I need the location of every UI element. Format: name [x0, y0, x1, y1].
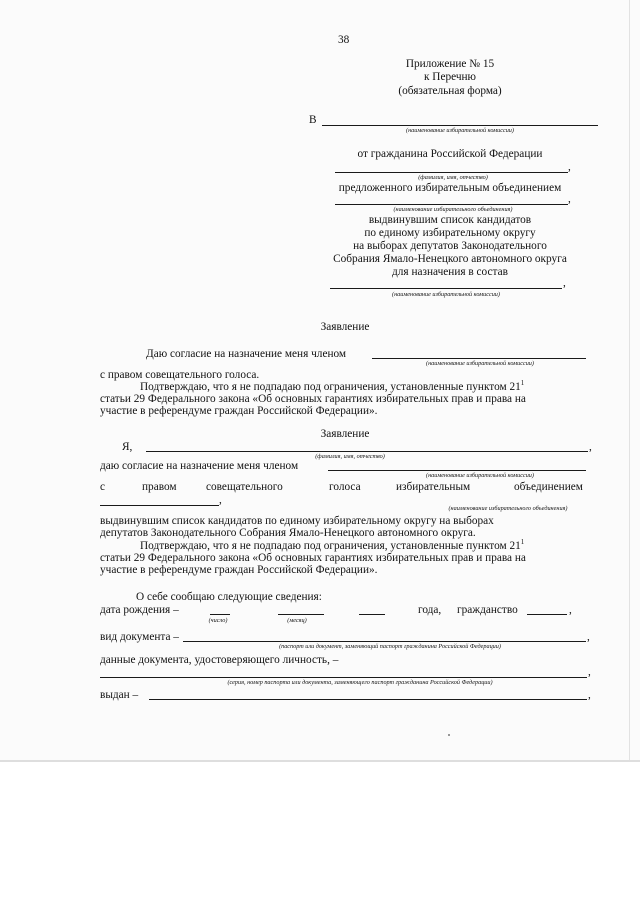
statement-2-word: совещательного [206, 481, 283, 493]
statement-1-commission-hint: (наименование избирательной комиссии) [426, 360, 534, 367]
statement-2-word: с [100, 481, 106, 493]
statement-2-confirm: Подтверждаю, что я не подпадаю под ограничения, установленные пунктом $21^1$ [140, 538, 525, 552]
about-intro: О себе сообщаю следующие сведения: [136, 591, 322, 603]
appendix-list-ref: к Перечню [423, 71, 477, 83]
year-label: года, [418, 604, 442, 616]
association-name-hint: (наименование избирательного объединения) [393, 206, 513, 213]
document-type-label: вид документа – [100, 631, 179, 643]
from-citizen-text: от гражданина Российской Федерации [357, 148, 543, 160]
statement-2-i: Я, [122, 441, 133, 453]
statement-2-title: Заявление [320, 428, 370, 440]
comma: , [589, 441, 592, 453]
statement-2-word: правом [142, 481, 177, 493]
statement-2-word: избирательным [396, 481, 471, 493]
document-data-hint: (серия, номер паспорта или документа, заменяющего паспорт гражданина Российской Федерации) [227, 679, 493, 686]
comma: , [568, 193, 571, 205]
statement-1-confirm-cont: участие в референдуме граждан Российской Федерации». [100, 405, 378, 417]
document-data-field[interactable] [100, 677, 587, 678]
month-hint: (месяц) [287, 617, 307, 624]
statement-2-name-line[interactable] [146, 451, 588, 452]
comma: , [568, 161, 571, 173]
association-name-line[interactable] [335, 204, 568, 205]
birth-day-field[interactable] [210, 614, 230, 615]
day-hint: (число) [208, 617, 228, 624]
statement-1-consent: Даю согласие на назначение меня членом [146, 348, 347, 360]
nominated-list-text: для назначения в состав [392, 266, 508, 278]
nominated-list-text: выдвинувшим список кандидатов [368, 214, 532, 226]
citizenship-field[interactable] [527, 614, 567, 615]
statement-2-nominated: депутатов Законодательного Собрания Ямало-Ненецкого автономного округа. [100, 527, 476, 539]
statement-2-word: объединением [514, 481, 583, 493]
page-edge-bottom [0, 760, 640, 762]
nominated-list-text: на выборах депутатов Законодательного [353, 240, 547, 252]
target-commission-hint: (наименование избирательной комиссии) [392, 291, 500, 298]
statement-2-name-hint: (фамилия, имя, отчество) [315, 453, 385, 460]
citizenship-label: гражданство [457, 604, 518, 616]
proposed-by-text: предложенного избирательным объединением [338, 182, 562, 194]
statement-2-word: голоса [329, 481, 361, 493]
statement-2-confirm-cont: участие в референдуме граждан Российской Федерации». [100, 564, 378, 576]
document-type-field[interactable] [183, 641, 586, 642]
issued-by-label: выдан – [100, 689, 139, 701]
statement-2-consent: даю согласие на назначение меня членом [100, 460, 299, 472]
statement-1-advisory: с правом совещательного голоса. [100, 369, 260, 381]
target-commission-line[interactable] [330, 288, 562, 289]
statement-1-confirm: Подтверждаю, что я не подпадаю под ограничения, установленные пунктом $21^1$ [140, 379, 525, 393]
comma: , [588, 689, 591, 701]
full-name-hint: (фамилия, имя, отчество) [418, 174, 488, 181]
issued-by-field[interactable] [149, 699, 587, 700]
scan-speck [448, 734, 450, 736]
appendix-form-type: (обязательная форма) [398, 85, 502, 97]
statement-1-confirm-cont: статьи 29 Федерального закона «Об основных гарантиях избирательных прав и права на [100, 393, 526, 405]
statement-2-commission-hint: (наименование избирательной комиссии) [426, 472, 534, 479]
statement-2-confirm-cont: статьи 29 Федерального закона «Об основных гарантиях избирательных прав и права на [100, 552, 526, 564]
statement-1-commission-line[interactable] [372, 358, 586, 359]
nominated-list-text: по единому избирательному округу [364, 227, 536, 239]
page-number: 38 [338, 34, 350, 46]
document-type-hint: (паспорт или документ, заменяющий паспорт гражданина Российской Федерации) [279, 643, 501, 650]
comma: , [219, 494, 222, 506]
birth-date-label: дата рождения – [100, 604, 179, 616]
comma: , [563, 277, 566, 289]
commission-name-hint: (наименование избирательной комиссии) [406, 127, 514, 134]
statement-2-association-line[interactable] [100, 505, 219, 506]
statement-2-nominated: выдвинувшим список кандидатов по единому избирательному округу на выборах [100, 515, 494, 527]
statement-2-association-hint: (наименование избирательного объединения) [448, 505, 568, 512]
commission-name-line[interactable] [322, 125, 598, 126]
appendix-label: Приложение № 15 [405, 58, 495, 70]
page-edge-right [629, 0, 630, 762]
birth-year-field[interactable] [359, 614, 385, 615]
birth-month-field[interactable] [278, 614, 324, 615]
full-name-line[interactable] [335, 172, 568, 173]
comma: , [569, 604, 572, 616]
addressee-prefix: В [309, 114, 317, 126]
statement-1-title: Заявление [320, 321, 370, 333]
comma: , [587, 631, 590, 643]
statement-2-commission-line[interactable] [328, 470, 586, 471]
comma: , [588, 666, 591, 678]
nominated-list-text: Собрания Ямало-Ненецкого автономного округа [333, 253, 567, 265]
document-data-label: данные документа, удостоверяющего личность, – [100, 654, 339, 666]
